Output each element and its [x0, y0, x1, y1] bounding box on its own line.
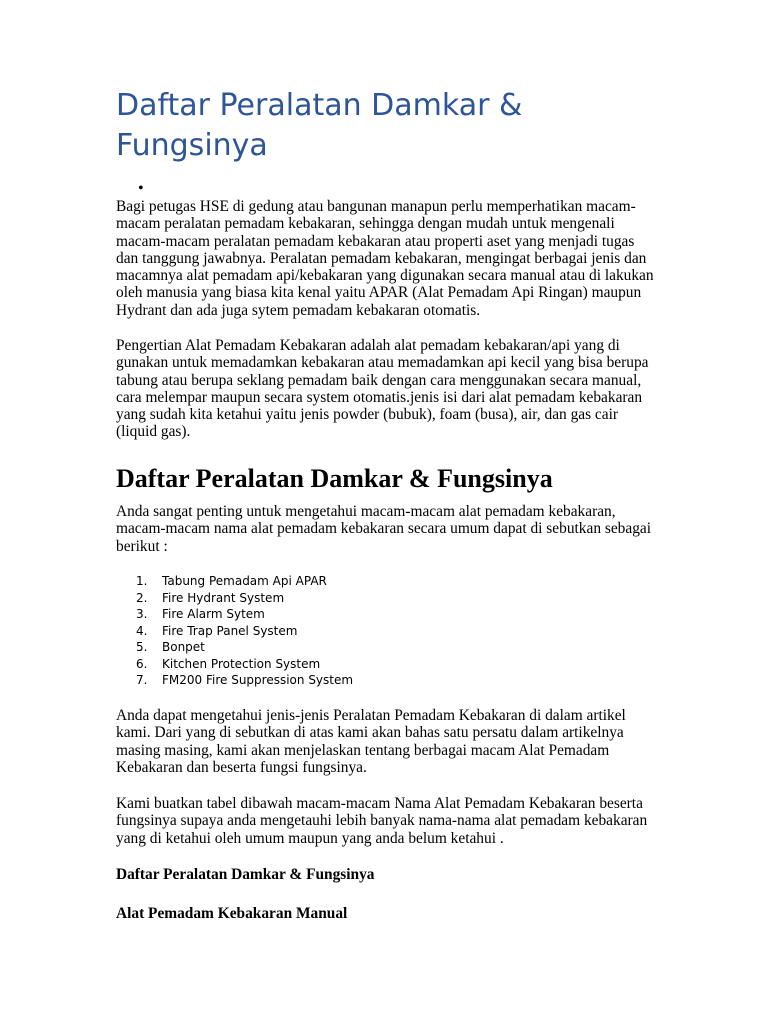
list-item-label: Fire Hydrant System [162, 590, 285, 605]
list-item-label: Bonpet [162, 640, 205, 654]
table-title: Daftar Peralatan Damkar & Fungsinya [116, 866, 375, 883]
definition-paragraph: Pengertian Alat Pemadam Kebakaran adalah alat pemadam kebakaran/api yang di gunakan untuk memadamkan kebakaran atau memadamkan api kecil yang bisa berupa tabung atau berupa seklang pemadam baik dengan cara menggunakan secara manual, cara melempar maupun secara system otomatis.jenis isi dari alat pemadam kebakaran yang sudah kita ketahui yaitu jenis powder (bubuk), foam (busa), air, dan gas cair (liquid gas). [116, 337, 649, 441]
list-number: 5. [136, 640, 148, 654]
table-intro-paragraph: Kami buatkan tabel dibawah macam-macam Nama Alat Pemadam Kebakaran beserta fungsinya supaya anda mengetauhi lebih banyak nama-nama alat pemadam kebakaran yang di ketahui oleh umum maupun yang anda belum ketahui . [116, 795, 648, 847]
list-item [136, 573, 353, 590]
list-item [136, 656, 353, 673]
list-item-label: Fire Trap Panel System [162, 623, 298, 638]
list-number: 6. [136, 656, 148, 671]
list-item-label: Kitchen Protection System [162, 656, 321, 671]
list-item [136, 623, 353, 640]
document-title: Daftar Peralatan Damkar & Fungsinya [116, 88, 523, 163]
list-item [136, 672, 353, 689]
list-number: 4. [136, 623, 148, 638]
list-item [136, 639, 353, 656]
section-heading: Daftar Peralatan Damkar & Fungsinya [116, 464, 553, 493]
equipment-list [136, 573, 353, 689]
list-number: 7. [136, 673, 148, 687]
list-item-label: Fire Alarm Sytem [162, 607, 265, 621]
table-subtitle: Alat Pemadam Kebakaran Manual [116, 905, 348, 922]
list-item-label: FM200 Fire Suppression System [162, 673, 354, 687]
section-intro-paragraph: Anda sangat penting untuk mengetahui macam-macam alat pemadam kebakaran, macam-macam nama alat pemadam kebakaran secara umum dapat di sebutkan sebagai berikut : [116, 503, 652, 555]
explain-paragraph: Anda dapat mengetahui jenis-jenis Peralatan Pemadam Kebakaran di dalam artikel kami. Dari yang di sebutkan di atas kami akan bahas satu persatu dalam artikelnya masing masing, kami akan menjelaskan tentang berbagai macam Alat Pemadam Kebakaran dan beserta fungsi fungsinya. [116, 707, 626, 776]
intro-paragraph: Bagi petugas HSE di gedung atau bangunan manapun perlu memperhatikan macam-macam peralatan pemadam kebakaran, sehingga dengan mudah untuk mengenali macam-macam peralatan pemadam kebakaran atau properti aset yang menjadi tugas dan tanggung jawabnya. Peralatan pemadam kebakaran, mengingat berbagai jenis dan macamnya alat pemadam api/kebakaran yang digunakan secara manual atau di lakukan oleh manusia yang biasa kita kenal yaitu APAR (Alat Pemadam Api Ringan) maupun Hydrant dan ada juga sytem pemadam kebakaran otomatis. [116, 198, 654, 319]
empty-bullet: • [138, 180, 144, 197]
list-item-label: Tabung Pemadam Api APAR [162, 574, 327, 588]
list-number: 1. [136, 574, 148, 588]
list-number: 3. [136, 607, 148, 621]
list-item [136, 590, 353, 607]
list-item [136, 606, 353, 623]
list-number: 2. [136, 590, 148, 605]
